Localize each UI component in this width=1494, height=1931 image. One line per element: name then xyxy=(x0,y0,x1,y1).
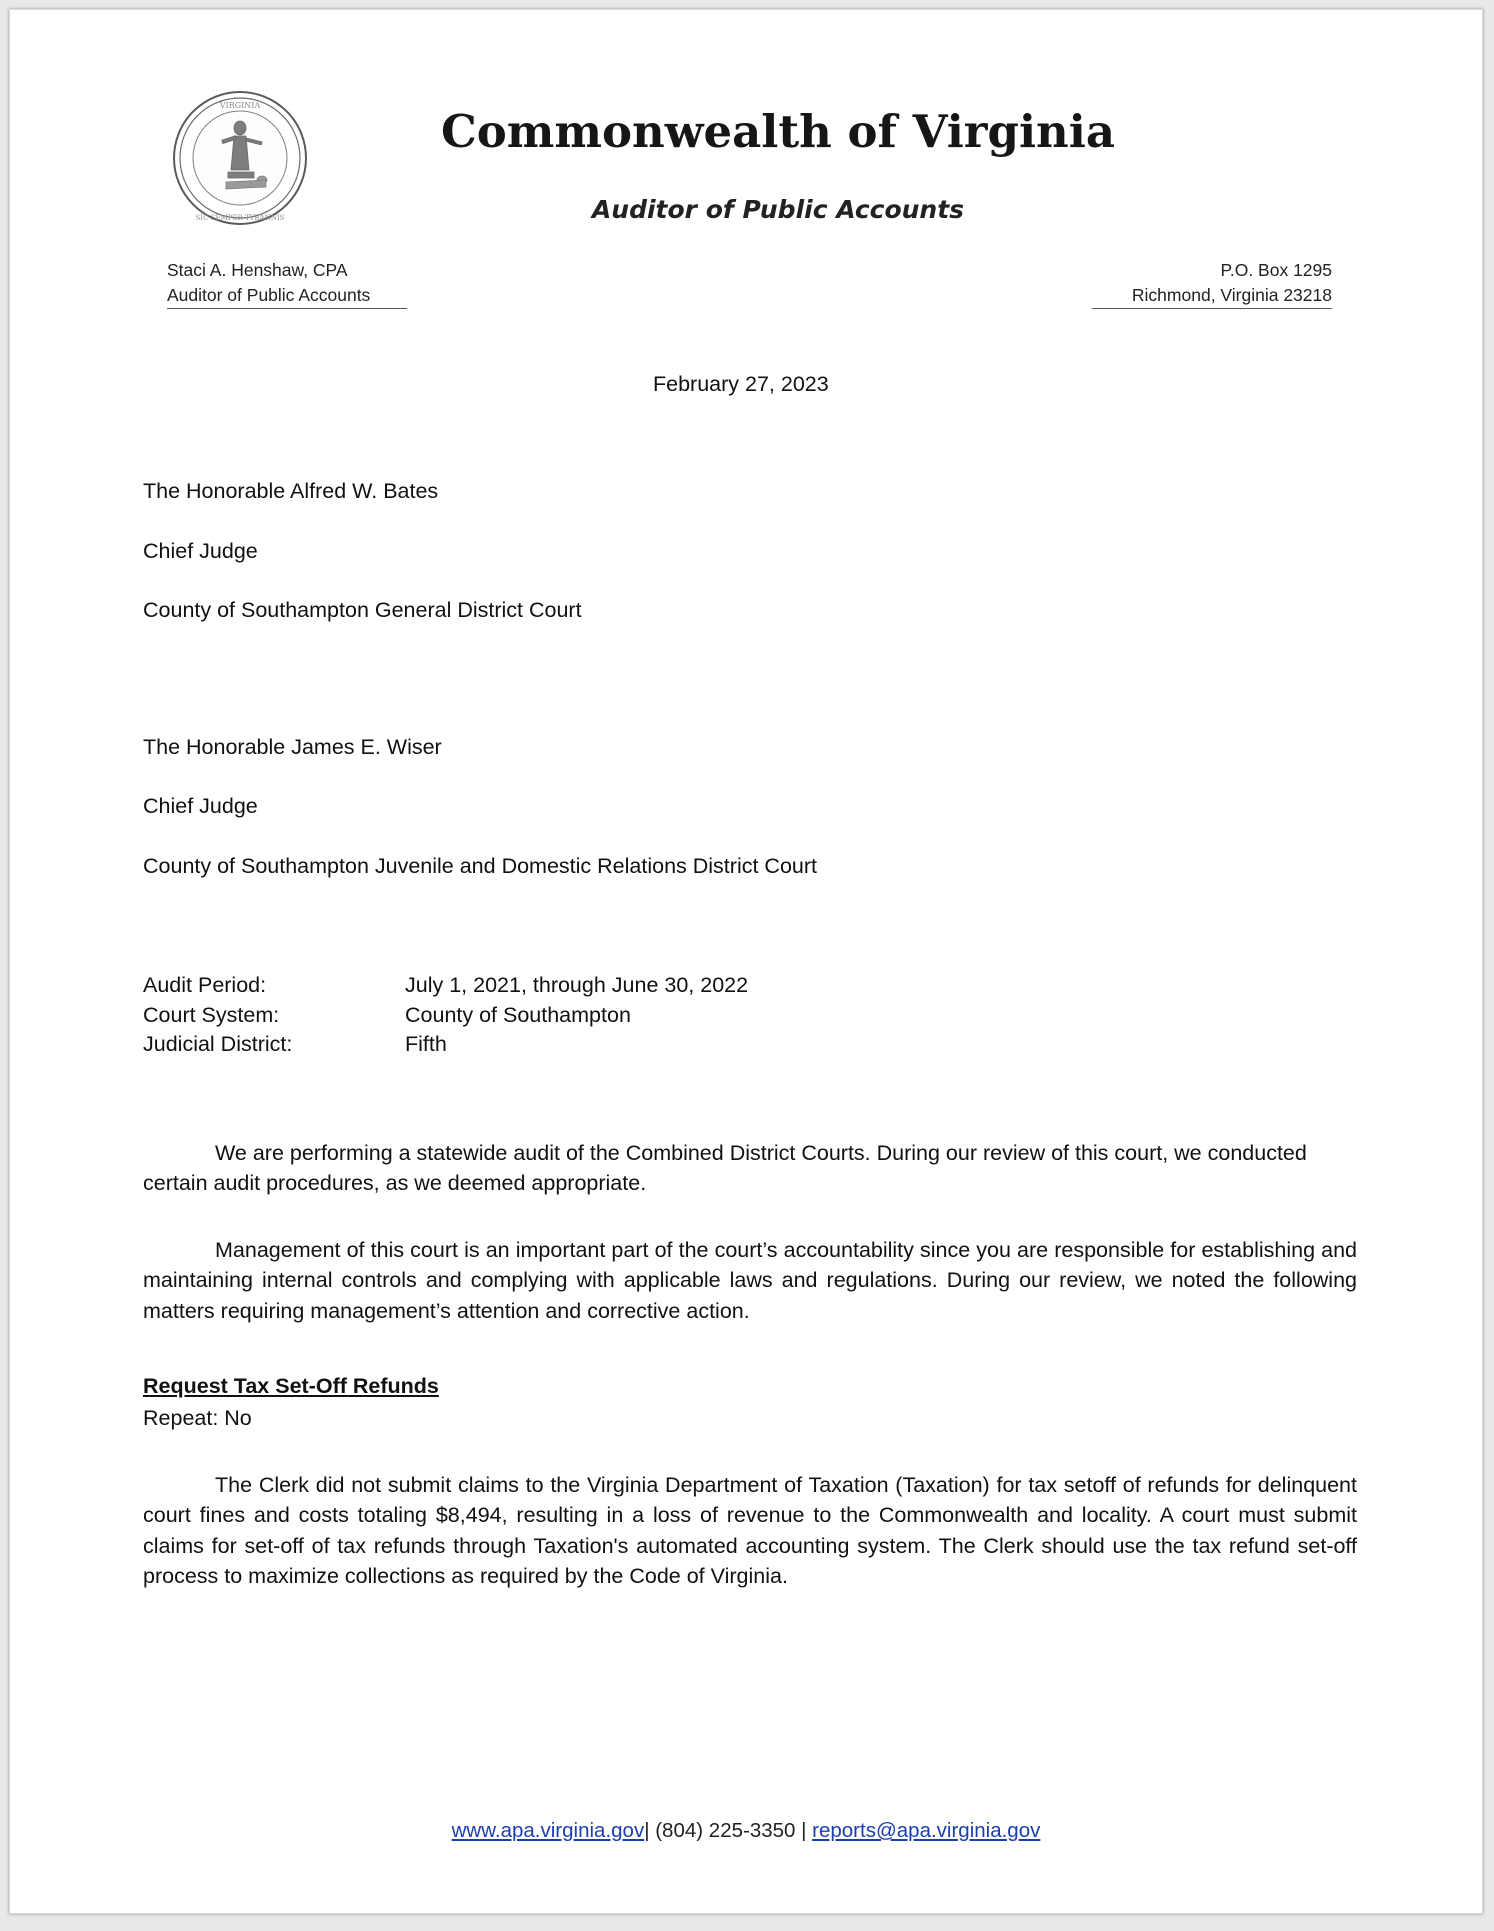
svg-text:SIC SEMPER TYRANNIS: SIC SEMPER TYRANNIS xyxy=(195,214,285,222)
letterhead-divider-left xyxy=(167,308,407,309)
svg-text:VIRGINIA: VIRGINIA xyxy=(219,101,261,110)
email-link[interactable]: reports@apa.virginia.gov xyxy=(812,1819,1041,1842)
meta-value-judicial-district: Fifth xyxy=(405,1032,447,1057)
finding-heading: Request Tax Set-Off Refunds xyxy=(143,1374,439,1399)
paragraph-management: Management of this court is an important part of the court’s accountability since you are responsible for establishing and maintaining internal controls and complying with applicable laws and regulations. During our review, we noted the following matters requiring management’s attention and corrective action. xyxy=(143,1237,1357,1323)
recipient-1-name: The Honorable Alfred W. Bates xyxy=(143,479,439,504)
letterhead-divider-right xyxy=(1092,308,1332,309)
letter-date: February 27, 2023 xyxy=(653,372,829,396)
paragraph-intro: We are performing a statewide audit of the Combined District Courts. During our review of this court, we conducted certain audit procedures, as we deemed appropriate. xyxy=(143,1140,1307,1196)
footer-separator-1: | xyxy=(644,1819,650,1842)
footer-separator-2: | xyxy=(801,1819,807,1842)
recipient-2-name: The Honorable James E. Wiser xyxy=(143,734,442,759)
meta-value-court-system: County of Southampton xyxy=(405,1002,631,1027)
officer-title: Auditor of Public Accounts xyxy=(167,285,371,306)
letterhead-address xyxy=(1132,258,1332,309)
recipient-1-court: County of Southampton General District Court xyxy=(143,597,582,622)
meta-value-audit-period: July 1, 2021, through June 30, 2022 xyxy=(405,972,749,997)
finding-body: The Clerk did not submit claims to the Virginia Department of Taxation (Taxation) for tax setoff of refunds for delinquent court fines and costs totaling $8,494, resulting in a loss of revenue to the Commonwealth and locality. A court must submit claims for set-off of tax refunds through Taxation's automated accounting system. The Clerk should use the tax refund set-off process to maximize collections as required by the Code of Virginia. xyxy=(143,1472,1357,1589)
recipient-1-title: Chief Judge xyxy=(143,538,258,563)
letterhead-title: Commonwealth of Virginia xyxy=(440,105,1116,158)
recipient-block-1 xyxy=(143,448,1357,656)
letter-body xyxy=(143,370,1357,1613)
phone-number: (804) 225-3350 xyxy=(655,1819,796,1842)
audit-meta-table xyxy=(143,971,1357,1060)
address-line-1: P.O. Box 1295 xyxy=(1220,260,1332,280)
address-line-2: Richmond, Virginia 23218 xyxy=(1131,285,1332,306)
finding-repeat-status: Repeat: No xyxy=(143,1406,252,1431)
letterhead-officer xyxy=(167,258,370,309)
letterhead-subtitle: Auditor of Public Accounts xyxy=(591,195,965,224)
meta-row xyxy=(143,1030,1357,1060)
meta-row xyxy=(143,1001,1357,1031)
recipient-2-title: Chief Judge xyxy=(143,794,258,819)
recipient-block-2 xyxy=(143,703,1357,911)
meta-label-judicial-district: Judicial District: xyxy=(143,1032,293,1057)
letterhead xyxy=(10,10,1482,310)
meta-label-audit-period: Audit Period: xyxy=(143,972,267,997)
document-page xyxy=(9,9,1483,1914)
page-footer xyxy=(10,1819,1482,1843)
meta-row xyxy=(143,971,1357,1001)
recipient-2-court: County of Southampton Juvenile and Domestic Relations District Court xyxy=(143,853,817,878)
website-link[interactable]: www.apa.virginia.gov xyxy=(451,1819,645,1842)
meta-label-court-system: Court System: xyxy=(143,1002,280,1027)
officer-name: Staci A. Henshaw, CPA xyxy=(167,260,348,280)
